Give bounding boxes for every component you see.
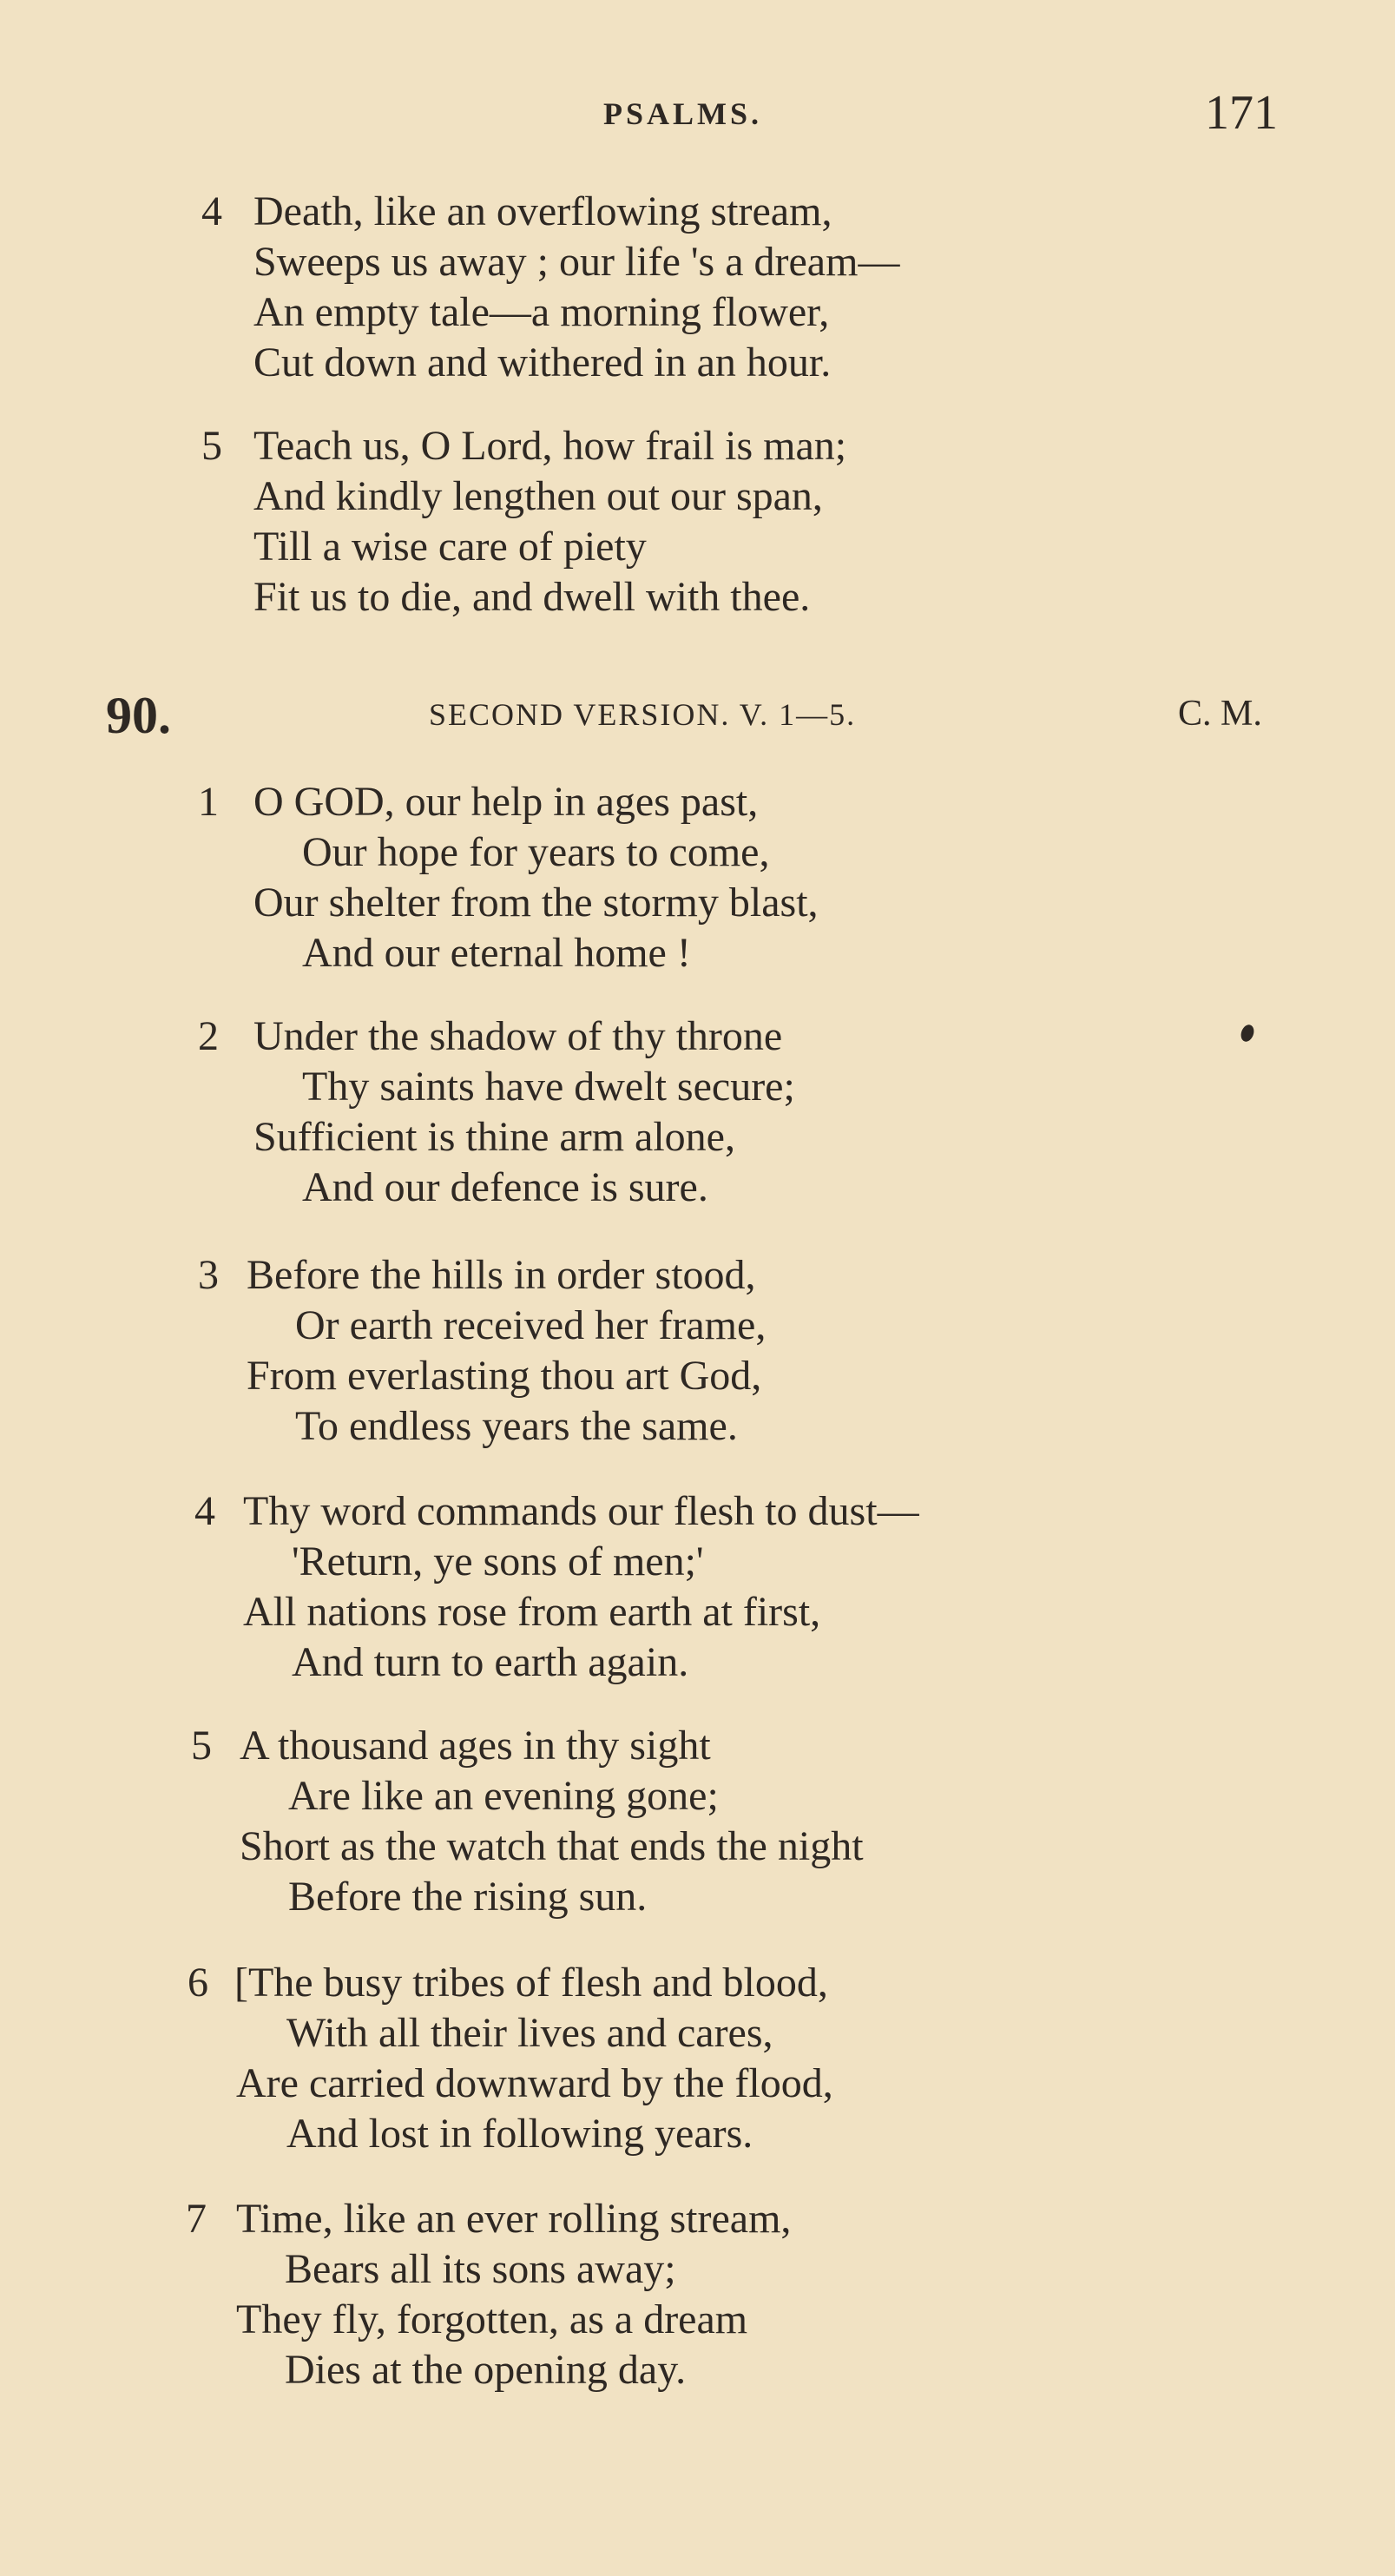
verse-line: Teach us, O Lord, how frail is man; xyxy=(253,423,847,469)
page-number: 171 xyxy=(1205,86,1278,140)
verse-line: With all their lives and cares, xyxy=(286,2010,773,2056)
verse-line: Death, like an overflowing stream, xyxy=(253,188,832,234)
stanza-number: 6 xyxy=(188,1960,208,2006)
verse-line: All nations rose from earth at first, xyxy=(243,1589,821,1635)
verse-line: Cut down and withered in an hour. xyxy=(253,339,832,385)
running-title: PSALMS. xyxy=(603,96,763,131)
verse-line: Bears all its sons away; xyxy=(285,2246,676,2292)
stanza-number: 4 xyxy=(201,188,222,234)
version-label: SECOND VERSION. V. 1—5. xyxy=(429,697,857,732)
verse-line: Under the shadow of thy throne xyxy=(253,1013,783,1059)
verse-line: Our hope for years to come, xyxy=(302,829,770,875)
verse-line: Thy saints have dwelt secure; xyxy=(302,1064,795,1110)
running-head xyxy=(0,85,1395,146)
verse-line: And turn to earth again. xyxy=(292,1639,689,1685)
verse-line: Are carried downward by the flood, xyxy=(236,2060,833,2106)
psalm-number: 90. xyxy=(106,687,171,744)
verse-line: Till a wise care of piety xyxy=(253,524,647,570)
verse-line: Fit us to die, and dwell with thee. xyxy=(253,574,811,620)
stanza-number: 3 xyxy=(198,1252,219,1298)
stanza-number: 4 xyxy=(194,1488,215,1534)
verse-line: Before the hills in order stood, xyxy=(247,1252,756,1298)
verse-line: They fly, forgotten, as a dream xyxy=(236,2296,748,2342)
verse-line: Are like an evening gone; xyxy=(288,1773,719,1819)
verse-line: Or earth received her frame, xyxy=(295,1302,767,1348)
verse-line: 'Return, ye sons of men;' xyxy=(292,1538,704,1584)
stanza-number: 2 xyxy=(198,1013,219,1059)
verse-line: Sweeps us away ; our life 's a dream— xyxy=(253,239,900,285)
verse-line: An empty tale—a morning flower, xyxy=(253,289,830,335)
meter-label: C. M. xyxy=(1178,694,1262,734)
stanza-number: 7 xyxy=(186,2196,207,2242)
verse-line: And kindly lengthen out our span, xyxy=(253,473,823,519)
stanza-number: 5 xyxy=(201,423,222,469)
verse-line: O GOD, our help in ages past, xyxy=(253,779,759,825)
verse-line: Time, like an ever rolling stream, xyxy=(236,2196,792,2242)
verse-line: To endless years the same. xyxy=(295,1403,738,1449)
psalm-heading xyxy=(0,686,1395,747)
verse-line: Sufficient is thine arm alone, xyxy=(253,1114,735,1160)
verse-line: [The busy tribes of flesh and blood, xyxy=(234,1960,828,2006)
verse-line: Our shelter from the stormy blast, xyxy=(253,880,819,926)
verse-line: Dies at the opening day. xyxy=(285,2347,687,2393)
verse-line: And our eternal home ! xyxy=(302,930,691,976)
verse-line: Before the rising sun. xyxy=(288,1874,648,1920)
verse-line: And our defence is sure. xyxy=(302,1164,708,1210)
stanza-number: 5 xyxy=(191,1723,212,1769)
verse-line: A thousand ages in thy sight xyxy=(240,1723,711,1769)
ink-spot xyxy=(1239,1023,1256,1044)
verse-line: Thy word commands our flesh to dust— xyxy=(243,1488,919,1534)
verse-line: And lost in following years. xyxy=(286,2111,753,2157)
verse-line: From everlasting thou art God, xyxy=(247,1353,762,1399)
verse-line: Short as the watch that ends the night xyxy=(240,1823,864,1869)
stanza-number: 1 xyxy=(198,779,219,825)
